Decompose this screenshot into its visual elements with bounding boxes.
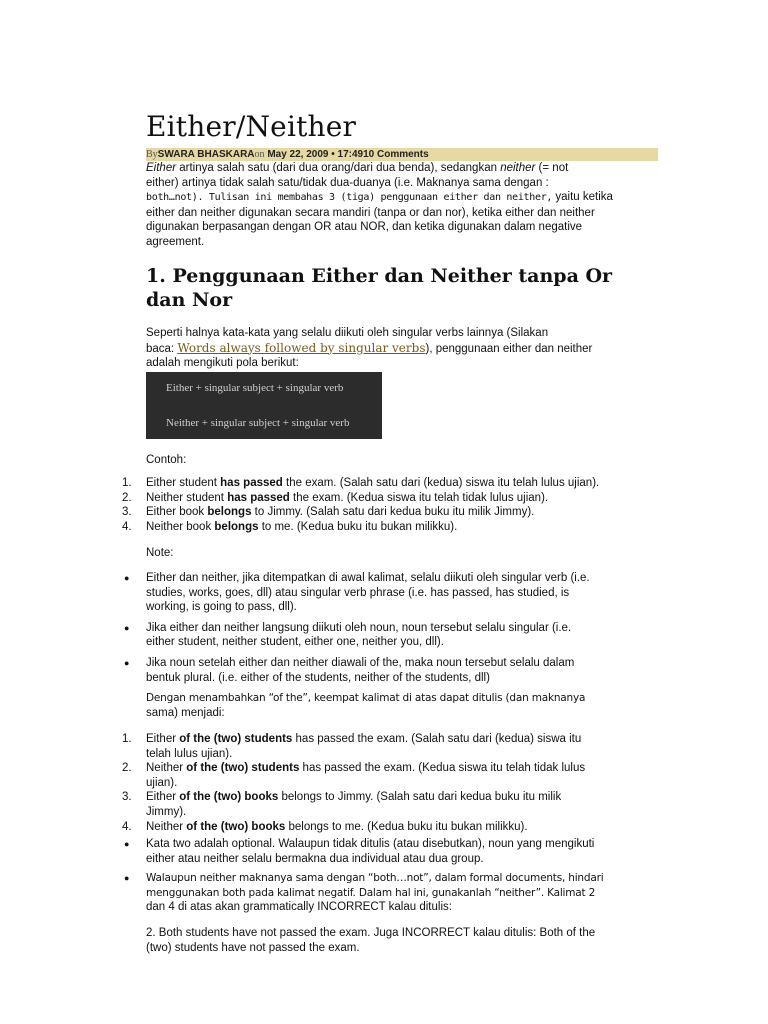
item-number: 3. (122, 791, 132, 804)
item-text: belongs to me. (Kedua buku itu bukan milikku). (285, 820, 528, 833)
item-text: telah lulus ujian). (146, 747, 233, 760)
item-text: Neither (146, 762, 187, 775)
note-text: Kata two adalah optional. Walaupun tidak ditulis (atau disebutkan), noun yang mengikuti (146, 838, 595, 850)
post-date: May 22, 2009 • 17:49 (267, 149, 364, 160)
para1 (146, 326, 658, 371)
para2-text: sama) menjadi: (146, 706, 225, 719)
list-item (122, 761, 658, 790)
item-text: Either student (146, 477, 221, 489)
intro-text: agreement. (146, 235, 205, 248)
byline (146, 148, 658, 161)
item-bold: has passed (220, 477, 283, 489)
page-title: Either/Neither (146, 110, 357, 143)
intro-text: yaitu ketika (552, 191, 613, 204)
list-item (124, 571, 658, 615)
examples-list (122, 476, 658, 534)
bullet-icon: ● (124, 873, 130, 884)
bullet-icon: ● (124, 622, 130, 633)
list-item (124, 837, 658, 866)
intro-text: either dan neither digunakan secara mandiri (tanpa or dan nor), ketika either dan neither (146, 206, 595, 219)
para2 (146, 691, 658, 720)
item-text: Jimmy). (146, 805, 187, 818)
note-text: studies, works, goes, dll) atau singular verb phrase (i.e. has passed, has studied, is (146, 586, 570, 599)
note-label: Note: (146, 547, 174, 559)
item-text: the exam. (Kedua siswa itu telah tidak lulus ujian). (289, 491, 549, 504)
singular-verbs-link[interactable]: Words always followed by singular verbs (177, 340, 426, 355)
item-number: 1. (122, 477, 132, 489)
list-item (124, 656, 658, 685)
note-text: Walaupun neither maknanya sama dengan “both…not”, dalam formal documents, hindari (146, 872, 604, 885)
formula-box (146, 372, 382, 439)
item-number: 2. (122, 762, 132, 775)
item-text: Neither book (146, 520, 215, 533)
list-item (122, 520, 658, 535)
item-bold: of the (two) students (179, 733, 293, 745)
item-number: 3. (122, 506, 132, 519)
para3-text: (two) students have not passed the exam. (146, 941, 360, 954)
note-text: either atau neither selalu bermakna dua individual atau dua group. (146, 852, 484, 865)
section-heading: 1. Penggunaan Either dan Neither tanpa Or dan Nor (146, 265, 613, 311)
para1-text: ), penggunaan either dan neither (425, 342, 593, 355)
para3-text: 2. Both students have not passed the exam. Juga INCORRECT kalau ditulis: Both of the (146, 927, 596, 939)
para1-text: adalah mengikuti pola berikut: (146, 357, 299, 370)
item-bold: of the (two) students (186, 762, 300, 775)
note-text: Jika noun setelah either dan neither diawali of the, maka noun tersebut selalu dalam (146, 656, 575, 669)
item-text: Neither student (146, 491, 228, 504)
item-text: has passed the exam. (Salah satu dari (kedua) siswa itu (292, 733, 582, 745)
comments-link[interactable]: 10 Comments (363, 149, 429, 160)
intro-word-neither: neither (500, 162, 536, 174)
note-text: dan 4 di atas akan grammatically INCORRECT kalau ditulis: (146, 901, 452, 914)
item-text: has passed the exam. (Kedua siswa itu telah tidak lulus (299, 762, 586, 775)
note-text: either student, neither student, either one, neither you, dll). (146, 636, 444, 649)
examples2-list (122, 732, 658, 834)
list-item (124, 621, 658, 650)
intro-paragraph (146, 161, 658, 250)
item-text: to Jimmy. (Salah satu dari kedua buku itu milik Jimmy). (251, 506, 535, 519)
item-number: 4. (122, 520, 132, 533)
list-item (124, 871, 658, 915)
intro-text: digunakan berpasangan dengan OR atau NOR, dan ketika digunakan dalam negative (146, 221, 583, 234)
byline-on: on (254, 149, 265, 160)
note-text: bentuk plural. (i.e. either of the students, neither of the students, dll) (146, 671, 490, 684)
intro-text: artinya salah satu (dari dua orang/dari dua benda), sedangkan (176, 162, 501, 174)
bullet-icon: ● (124, 839, 130, 849)
contoh-label: Contoh: (146, 454, 187, 466)
item-text: ujian). (146, 776, 178, 789)
bullet-icon: ● (124, 657, 130, 668)
item-bold: of the (two) books (186, 820, 286, 833)
formula-neither: Neither + singular subject + singular verb (166, 417, 350, 429)
intro-text: both…not). Tulisan ini membahas 3 (tiga) penggunaan either dan neither, (146, 192, 553, 204)
intro-text: either) artinya tidak salah satu/tidak dua-duanya (i.e. Maknanya sama dengan : (146, 176, 549, 189)
item-text: Either (146, 791, 180, 804)
notes2-list (124, 837, 658, 915)
formula-either: Either + singular subject + singular verb (166, 382, 344, 394)
bullet-icon: ● (124, 573, 130, 583)
item-number: 4. (122, 820, 132, 833)
note-text: Jika either dan neither langsung diikuti oleh noun, noun tersebut selalu singular (i.e. (146, 621, 572, 634)
note-text: working, is going to pass, dll). (146, 601, 297, 614)
item-number: 1. (122, 733, 132, 745)
para1-text: Seperti halnya kata-kata yang selalu diikuti oleh singular verbs lainnya (Silakan (146, 327, 549, 339)
item-bold: has passed (227, 491, 290, 504)
note-text: menggunakan both pada kalimat negatif. Dalam hal ini, gunakanlah “neither”. Kalimat 2 (146, 886, 596, 899)
item-text: Neither (146, 820, 187, 833)
list-item (122, 790, 658, 819)
author-link[interactable]: SWARA BHASKARA (157, 149, 255, 160)
para2-text: Dengan menambahkan “of the”, keempat kalimat di atas dapat ditulis (dan maknanya (146, 692, 586, 704)
item-text: Either book (146, 506, 208, 519)
item-bold: belongs (207, 506, 252, 519)
list-item (122, 732, 658, 761)
para1-text: baca: (146, 342, 178, 355)
item-bold: belongs (214, 520, 259, 533)
note-text: Either dan neither, jika ditempatkan di awal kalimat, selalu diikuti oleh singular verb (i.e. (146, 572, 590, 584)
para3 (146, 926, 658, 955)
item-text: the exam. (Salah satu dari (kedua) siswa itu telah lulus ujian). (282, 477, 600, 489)
list-item (122, 476, 658, 491)
byline-by: By (146, 149, 158, 160)
list-item (122, 820, 658, 835)
intro-text: (= not (535, 162, 569, 174)
item-text: Either (146, 733, 180, 745)
item-text: to me. (Kedua buku itu bukan milikku). (258, 520, 458, 533)
list-item (122, 505, 658, 520)
list-item (122, 491, 658, 506)
item-number: 2. (122, 491, 132, 504)
item-bold: of the (two) books (179, 791, 279, 804)
item-text: belongs to Jimmy. (Salah satu dari kedua buku itu milik (278, 791, 562, 804)
notes-list (124, 571, 658, 685)
intro-word-either: Either (146, 162, 177, 174)
